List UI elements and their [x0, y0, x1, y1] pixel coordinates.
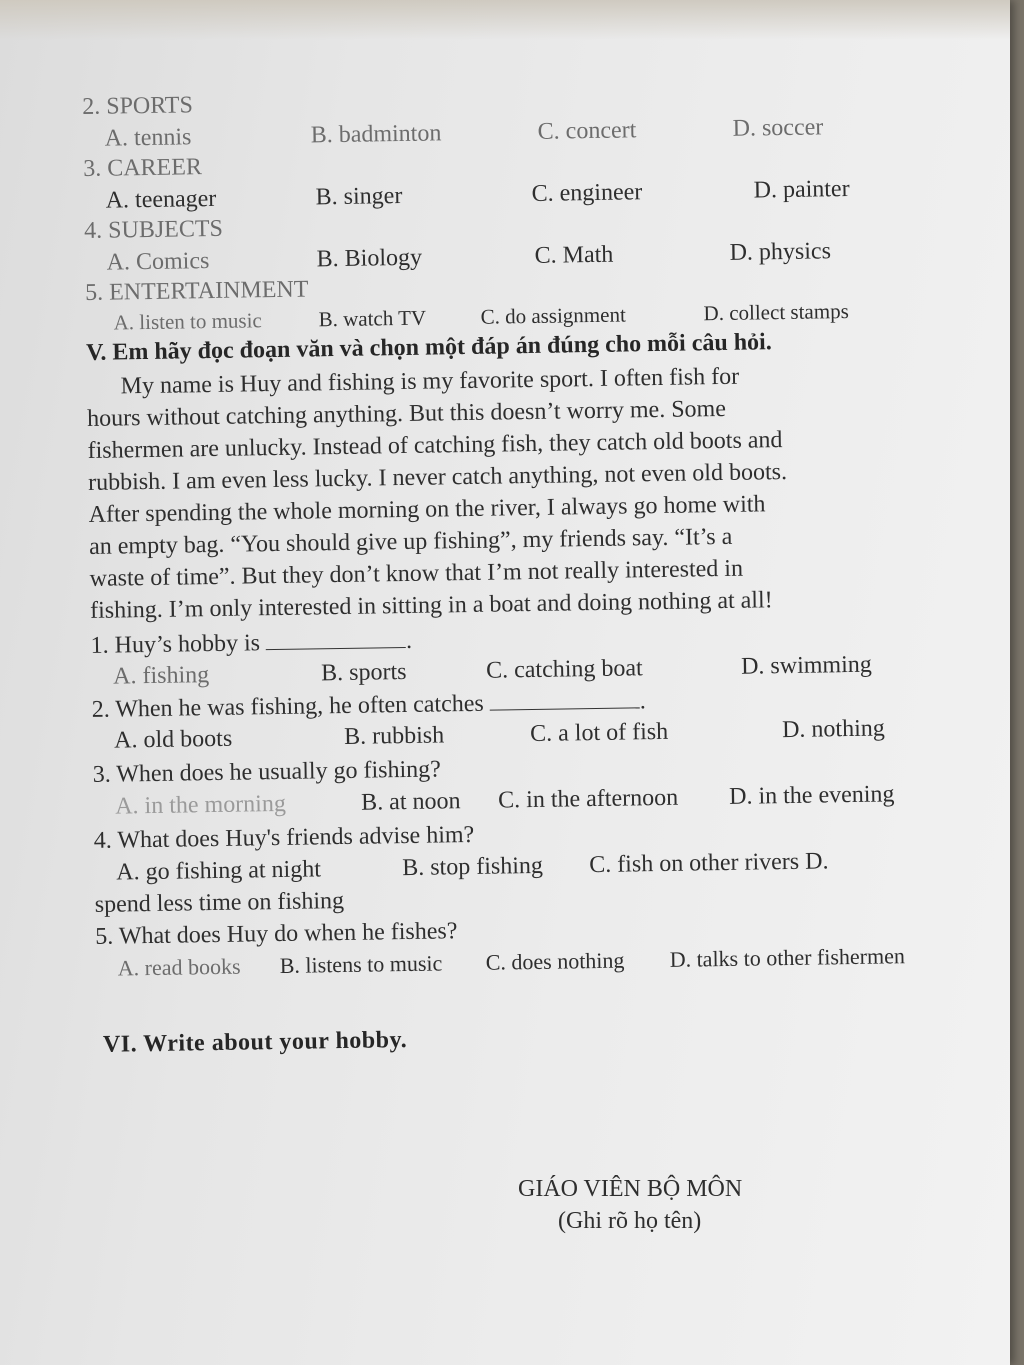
option-b: B. watch TV	[318, 305, 427, 332]
option-a: A. in the morning	[115, 790, 287, 820]
option-a: A. tennis	[104, 124, 192, 152]
passage-line: fishermen are unlucky. Instead of catching fish, they catch old boots and	[87, 427, 783, 464]
option-d: D. swimming	[740, 651, 872, 680]
signature-title: GIÁO VIÊN BỘ MÔN	[518, 1176, 743, 1202]
passage-line: After spending the whole morning on the river, I always go home with	[88, 491, 766, 528]
question-text: 1. Huy’s hobby is	[90, 630, 261, 659]
category-sports-label: 2. SPORTS	[82, 92, 194, 120]
passage-line: an empty bag. “You should give up fishing”, my friends say. “It’s a	[88, 523, 733, 560]
option-c: C. does nothing	[485, 947, 625, 975]
passage-line: My name is Huy and fishing is my favorite sport. I often fish for	[120, 363, 740, 400]
option-d: D. physics	[729, 238, 832, 266]
option-a: A. go fishing at night	[116, 856, 322, 886]
option-c: C. engineer	[531, 179, 643, 207]
signature-note: (Ghi rõ họ tên)	[558, 1208, 702, 1234]
option-d: D. talks to other fishermen	[669, 943, 906, 972]
category-entertainment-label: 5. ENTERTAINMENT	[84, 276, 309, 306]
answer-blank[interactable]	[266, 625, 406, 650]
option-c: C. in the afternoon	[497, 784, 679, 814]
category-career-options	[83, 173, 923, 216]
option-b: B. sports	[320, 658, 407, 687]
question-1	[90, 625, 412, 661]
blank-end: .	[639, 688, 646, 715]
option-a: A. read books	[117, 953, 241, 981]
option-b: B. singer	[315, 182, 403, 211]
option-c: C. Math	[534, 241, 614, 269]
option-c: C. a lot of fish	[529, 718, 669, 748]
option-c: C. fish on other rivers D.	[589, 848, 829, 879]
option-a: A. old boots	[113, 725, 233, 754]
exam-content	[82, 79, 922, 1058]
option-c: C. concert	[537, 117, 637, 145]
option-a: A. Comics	[106, 248, 210, 276]
option-d: D. in the evening	[728, 781, 895, 810]
section-v-heading: V. Em hãy đọc đoạn văn và chọn một đáp án đúng cho mỗi câu hỏi.	[85, 329, 772, 366]
option-b: B. listens to music	[279, 950, 443, 979]
option-b: B. rubbish	[343, 722, 445, 750]
category-sports-options	[83, 111, 923, 154]
passage-line: fishing. I’m only interested in sitting in a boat and doing nothing at all!	[89, 587, 773, 624]
option-d: D. collect stamps	[703, 298, 849, 326]
section-vi-heading: VI. Write about your hobby.	[102, 1027, 408, 1058]
blank-end: .	[405, 627, 413, 654]
category-career-label: 3. CAREER	[83, 154, 203, 182]
option-b: B. Biology	[316, 244, 423, 273]
option-a: A. listen to music	[113, 308, 262, 335]
question-5: 5. What does Huy do when he fishes?	[95, 918, 458, 950]
passage-line: rubbish. I am even less lucky. I never catch anything, not even old boots.	[87, 458, 788, 496]
option-b: B. at noon	[360, 788, 461, 816]
passage-line: hours without catching anything. But this doesn’t worry me. Some	[86, 395, 727, 432]
question-text: 2. When he was fishing, he often catches	[91, 690, 484, 723]
option-a: A. fishing	[112, 662, 210, 690]
option-b: B. badminton	[310, 120, 442, 149]
question-4-option-d-continued: spend less time on fishing	[94, 887, 345, 918]
option-c: C. catching boat	[485, 655, 643, 684]
passage-line: waste of time”. But they don’t know that I’m not really interested in	[89, 555, 744, 592]
option-a: A. teenager	[105, 185, 217, 214]
option-d: D. nothing	[781, 715, 885, 744]
category-subjects-label: 4. SUBJECTS	[83, 215, 224, 244]
option-c: C. do assignment	[480, 302, 627, 329]
option-d: D. soccer	[732, 114, 824, 142]
question-4: 4. What does Huy's friends advise him?	[93, 821, 475, 854]
option-b: B. stop fishing	[402, 852, 544, 882]
option-d: D. painter	[753, 175, 850, 204]
question-3: 3. When does he usually go fishing?	[92, 756, 442, 788]
answer-blank[interactable]	[490, 685, 640, 710]
